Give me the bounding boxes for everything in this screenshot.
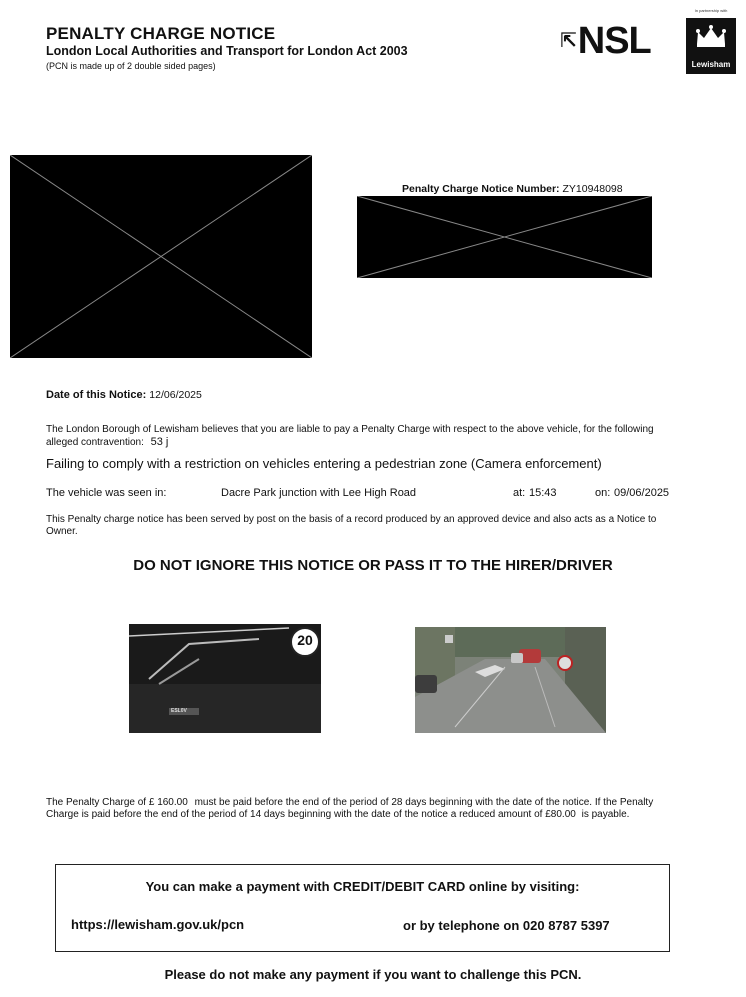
charge-text-c: is payable. (581, 809, 630, 820)
seen-location: Dacre Park junction with Lee High Road (221, 487, 417, 499)
document-title: PENALTY CHARGE NOTICE (46, 24, 276, 43)
evidence-photo-close (129, 624, 321, 733)
notice-date-value: 12/06/2025 (149, 389, 202, 401)
seen-label: The vehicle was seen in: (46, 487, 167, 499)
warning-heading: DO NOT IGNORE THIS NOTICE OR PASS IT TO THE HIRER/DRIVER (133, 557, 613, 574)
plate-text: ESL0V (171, 708, 187, 714)
redacted-vehicle-block (357, 196, 652, 278)
charge-amount: 160.00 (157, 797, 188, 808)
contravention-description: Failing to comply with a restriction on vehicles entering a pedestrian zone (Camera enforcement) (46, 456, 602, 471)
seen-on-label: on: (595, 487, 611, 499)
pcn-number-value: ZY10948098 (562, 183, 623, 195)
seen-time: 15:43 (529, 487, 557, 499)
crown-icon (694, 24, 728, 48)
redaction-cross-icon (10, 155, 312, 358)
payment-heading: You can make a payment with CREDIT/DEBIT CARD online by visiting: (145, 879, 580, 894)
nsl-logo (560, 22, 651, 60)
speed-sign-number: 20 (297, 632, 313, 648)
reduced-amount: £80.00 (545, 809, 576, 820)
document-subtitle: London Local Authorities and Transport for London Act 2003 (46, 44, 408, 58)
pcn-number-label: Penalty Charge Notice Number: (402, 183, 560, 195)
liability-text: The London Borough of Lewisham believes that you are liable to pay a Penalty Charge with respect to the above vehicle, for the following alleged contravention: (46, 424, 654, 448)
notice-date-line (46, 389, 202, 401)
nsl-logo-text: NSL (577, 20, 651, 62)
charge-text-a: The Penalty Charge of £ (46, 797, 155, 808)
pcn-number-line (402, 183, 623, 195)
seen-date: 09/06/2025 (614, 487, 670, 499)
notice-date-label: Date of this Notice: (46, 389, 147, 401)
payment-url-link[interactable]: https://lewisham.gov.uk/pcn (71, 917, 245, 932)
charge-paragraph (46, 797, 676, 821)
payment-telephone: or by telephone on 020 8787 5397 (403, 918, 610, 933)
payment-box (55, 864, 670, 952)
redaction-cross-icon (357, 196, 652, 278)
lewisham-name: Lewisham (691, 60, 731, 69)
pages-note: (PCN is made up of 2 double sided pages) (46, 61, 216, 71)
street-scene-image (415, 627, 606, 733)
seen-at-label: at: (513, 487, 526, 499)
redacted-address-block (10, 155, 312, 358)
charge-text-b: must be paid before the end of the period of 28 days beginning with the date of the notice. If the Penalty Charge is paid before the end of the period of 14 days beginning with the date of the notice a reduced amount of (46, 797, 654, 820)
nsl-arrow-icon: ⇱ (560, 30, 576, 52)
served-paragraph: This Penalty charge notice has been served by post on the basis of a record produced by an approved device and also acts as a Notice to Owner. (46, 514, 657, 537)
challenge-note: Please do not make any payment if you want to challenge this PCN. (164, 967, 582, 982)
partnership-label: In partnership with (694, 8, 728, 13)
lewisham-badge (686, 8, 736, 74)
liability-paragraph (46, 424, 686, 449)
contravention-code: 53 j (150, 436, 169, 448)
evidence-photo-scene (415, 627, 606, 733)
